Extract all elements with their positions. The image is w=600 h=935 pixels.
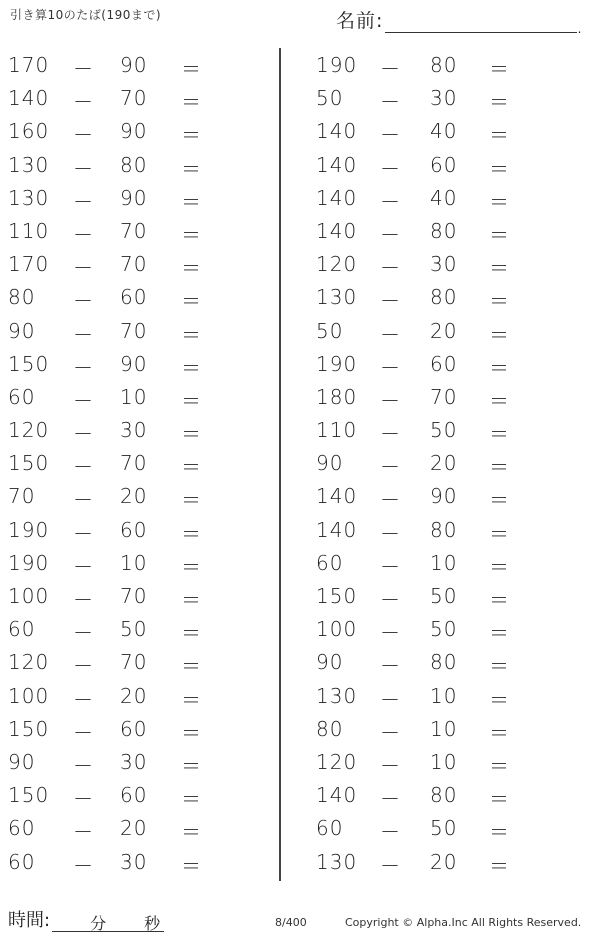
minuend: 50 — [316, 86, 344, 111]
minuend: 190 — [8, 517, 50, 542]
minus-sign: － — [73, 156, 93, 181]
subtrahend: 30 — [430, 252, 458, 277]
minuend: 120 — [8, 650, 50, 675]
minuend: 90 — [316, 451, 344, 476]
problem-row — [308, 247, 588, 280]
subtrahend: 70 — [120, 451, 148, 476]
subtrahend: 20 — [430, 318, 458, 343]
minuend: 60 — [316, 816, 344, 841]
subtrahend: 70 — [120, 650, 148, 675]
minus-sign: － — [380, 654, 400, 679]
minus-sign: － — [73, 289, 93, 314]
subtrahend: 10 — [430, 550, 458, 575]
problem-row — [308, 513, 588, 546]
problem-row — [0, 380, 280, 413]
problem-row — [308, 546, 588, 579]
problem-row — [308, 280, 588, 313]
minus-sign: － — [73, 189, 93, 214]
subtrahend: 90 — [120, 119, 148, 144]
minus-sign: － — [380, 621, 400, 646]
subtrahend: 20 — [430, 451, 458, 476]
minus-sign: － — [380, 322, 400, 347]
equals-sign: ＝ — [489, 322, 509, 347]
subtrahend: 10 — [430, 716, 458, 741]
problem-row — [0, 546, 280, 579]
equals-sign: ＝ — [181, 521, 201, 546]
minus-sign: － — [73, 621, 93, 646]
equals-sign: ＝ — [489, 189, 509, 214]
minus-sign: － — [380, 123, 400, 148]
subtrahend: 30 — [430, 86, 458, 111]
minus-sign: － — [380, 422, 400, 447]
problem-row — [308, 645, 588, 678]
subtrahend: 80 — [430, 218, 458, 243]
problem-row — [0, 811, 280, 844]
name-field-area — [336, 6, 582, 36]
minus-sign: － — [73, 355, 93, 380]
minuend: 100 — [316, 617, 358, 642]
problem-row — [308, 446, 588, 479]
minus-sign: － — [73, 222, 93, 247]
problem-row — [308, 214, 588, 247]
name-line-end-dot: . — [577, 22, 582, 36]
name-input-line[interactable] — [385, 10, 582, 36]
minuend: 110 — [8, 218, 50, 243]
subtrahend: 20 — [120, 683, 148, 708]
minus-sign: － — [380, 853, 400, 878]
subtrahend: 60 — [120, 285, 148, 310]
minuend: 150 — [316, 584, 358, 608]
minus-sign: － — [73, 654, 93, 679]
problem-row — [308, 745, 588, 778]
equals-sign: ＝ — [489, 455, 509, 480]
subtrahend: 10 — [120, 550, 148, 575]
equals-sign: ＝ — [181, 554, 201, 579]
problem-column-left — [0, 48, 280, 878]
minus-sign: － — [380, 554, 400, 579]
minuend: 140 — [316, 783, 358, 808]
subtrahend: 30 — [120, 418, 148, 443]
problem-row — [0, 778, 280, 811]
problem-row — [0, 347, 280, 380]
equals-sign: ＝ — [489, 588, 509, 612]
minuend: 80 — [316, 716, 344, 741]
minuend: 140 — [316, 517, 358, 542]
equals-sign: ＝ — [489, 787, 509, 812]
problem-row — [0, 679, 280, 712]
equals-sign: ＝ — [489, 355, 509, 380]
subtrahend: 50 — [430, 617, 458, 642]
problem-row — [0, 214, 280, 247]
equals-sign: ＝ — [181, 787, 201, 812]
subtrahend: 70 — [120, 218, 148, 243]
equals-sign: ＝ — [181, 156, 201, 181]
minuend: 80 — [8, 285, 36, 310]
problem-row — [0, 314, 280, 347]
subtrahend: 30 — [120, 849, 148, 874]
problem-row — [0, 48, 280, 81]
minutes-label: 分 — [90, 914, 107, 933]
problem-row — [308, 679, 588, 712]
problem-row — [0, 645, 280, 678]
minuend: 150 — [8, 716, 50, 741]
minuend: 130 — [316, 683, 358, 708]
subtrahend: 80 — [430, 517, 458, 542]
minuend: 50 — [316, 318, 344, 343]
equals-sign: ＝ — [181, 687, 201, 712]
minuend: 100 — [8, 584, 50, 608]
equals-sign: ＝ — [489, 853, 509, 878]
minus-sign: － — [73, 753, 93, 778]
problem-row — [308, 380, 588, 413]
minus-sign: － — [73, 554, 93, 579]
subtrahend: 50 — [430, 816, 458, 841]
equals-sign: ＝ — [489, 521, 509, 546]
minus-sign: － — [380, 388, 400, 413]
equals-sign: ＝ — [489, 488, 509, 513]
minuend: 130 — [8, 152, 50, 177]
time-input-line[interactable] — [52, 911, 164, 932]
subtrahend: 60 — [120, 783, 148, 808]
problem-row — [308, 48, 588, 81]
minuend: 150 — [8, 451, 50, 476]
minus-sign: － — [380, 289, 400, 314]
subtrahend: 70 — [120, 252, 148, 277]
minus-sign: － — [380, 687, 400, 712]
equals-sign: ＝ — [181, 621, 201, 646]
subtrahend: 80 — [430, 53, 458, 77]
subtrahend: 90 — [120, 351, 148, 376]
equals-sign: ＝ — [489, 256, 509, 281]
problem-row — [0, 745, 280, 778]
minus-sign: － — [73, 322, 93, 347]
equals-sign: ＝ — [181, 355, 201, 380]
minus-sign: － — [380, 256, 400, 281]
minuend: 170 — [8, 252, 50, 277]
subtrahend: 10 — [430, 683, 458, 708]
equals-sign: ＝ — [489, 720, 509, 745]
equals-sign: ＝ — [489, 422, 509, 447]
problem-column-right — [308, 48, 588, 878]
minuend: 130 — [8, 185, 50, 210]
subtrahend: 40 — [430, 119, 458, 144]
minuend: 120 — [316, 252, 358, 277]
equals-sign: ＝ — [489, 554, 509, 579]
subtrahend: 50 — [430, 418, 458, 443]
equals-sign: ＝ — [489, 57, 509, 81]
subtrahend: 90 — [120, 185, 148, 210]
equals-sign: ＝ — [489, 289, 509, 314]
minus-sign: － — [73, 787, 93, 812]
page-number: 8/400 — [275, 916, 307, 929]
subtrahend: 80 — [430, 285, 458, 310]
minuend: 140 — [8, 86, 50, 111]
minuend: 90 — [316, 650, 344, 675]
problem-row — [308, 845, 588, 878]
subtrahend: 80 — [430, 650, 458, 675]
equals-sign: ＝ — [181, 488, 201, 513]
equals-sign: ＝ — [181, 654, 201, 679]
problem-row — [0, 612, 280, 645]
minus-sign: － — [380, 455, 400, 480]
equals-sign: ＝ — [489, 753, 509, 778]
minuend: 190 — [316, 53, 358, 77]
minuend: 60 — [8, 816, 36, 841]
minuend: 60 — [8, 849, 36, 874]
minus-sign: － — [380, 355, 400, 380]
subtrahend: 70 — [430, 384, 458, 409]
minuend: 120 — [8, 418, 50, 443]
minuend: 130 — [316, 849, 358, 874]
minus-sign: － — [380, 222, 400, 247]
minus-sign: － — [73, 488, 93, 513]
minus-sign: － — [380, 156, 400, 181]
problem-row — [308, 314, 588, 347]
problem-row — [308, 413, 588, 446]
equals-sign: ＝ — [489, 90, 509, 115]
minus-sign: － — [73, 90, 93, 115]
problem-row — [308, 148, 588, 181]
equals-sign: ＝ — [181, 720, 201, 745]
minuend: 60 — [8, 617, 36, 642]
time-field-area — [8, 906, 164, 932]
minus-sign: － — [73, 455, 93, 480]
problem-row — [0, 413, 280, 446]
name-label: 名前: — [336, 10, 384, 32]
equals-sign: ＝ — [181, 422, 201, 447]
seconds-label: 秒 — [144, 914, 161, 933]
problem-row — [308, 347, 588, 380]
minuend: 170 — [8, 53, 50, 77]
equals-sign: ＝ — [489, 820, 509, 845]
minus-sign: － — [380, 521, 400, 546]
problem-row — [0, 148, 280, 181]
equals-sign: ＝ — [489, 388, 509, 413]
minus-sign: － — [73, 123, 93, 148]
minus-sign: － — [380, 57, 400, 81]
subtrahend: 20 — [120, 816, 148, 841]
problem-row — [308, 811, 588, 844]
minus-sign: － — [380, 720, 400, 745]
subtrahend: 60 — [430, 152, 458, 177]
minus-sign: － — [73, 853, 93, 878]
subtrahend: 50 — [120, 617, 148, 642]
subtrahend: 10 — [120, 384, 148, 409]
equals-sign: ＝ — [181, 90, 201, 115]
problem-row — [308, 579, 588, 612]
minuend: 150 — [8, 783, 50, 808]
subtrahend: 70 — [120, 86, 148, 111]
minuend: 90 — [8, 749, 36, 774]
minus-sign: － — [73, 256, 93, 281]
problem-row — [308, 612, 588, 645]
minus-sign: － — [380, 189, 400, 214]
problem-row — [0, 181, 280, 214]
equals-sign: ＝ — [181, 189, 201, 214]
minus-sign: － — [73, 820, 93, 845]
minus-sign: － — [73, 388, 93, 413]
equals-sign: ＝ — [489, 687, 509, 712]
minus-sign: － — [380, 753, 400, 778]
minus-sign: － — [73, 57, 93, 81]
subtrahend: 70 — [120, 584, 148, 608]
problem-row — [0, 247, 280, 280]
minus-sign: － — [73, 521, 93, 546]
minuend: 150 — [8, 351, 50, 376]
problem-row — [0, 845, 280, 878]
minuend: 130 — [316, 285, 358, 310]
problem-row — [308, 81, 588, 114]
subtrahend: 70 — [120, 318, 148, 343]
minuend: 140 — [316, 185, 358, 210]
subtrahend: 10 — [430, 749, 458, 774]
minuend: 140 — [316, 484, 358, 509]
equals-sign: ＝ — [181, 222, 201, 247]
subtrahend: 30 — [120, 749, 148, 774]
subtrahend: 60 — [120, 517, 148, 542]
problem-row — [308, 778, 588, 811]
minuend: 140 — [316, 119, 358, 144]
equals-sign: ＝ — [181, 853, 201, 878]
minus-sign: － — [380, 90, 400, 115]
minuend: 190 — [8, 550, 50, 575]
subtrahend: 60 — [120, 716, 148, 741]
equals-sign: ＝ — [181, 322, 201, 347]
minuend: 190 — [316, 351, 358, 376]
minuend: 60 — [8, 384, 36, 409]
time-label: 時間: — [8, 910, 51, 931]
subtrahend: 90 — [120, 53, 148, 77]
problem-row — [0, 114, 280, 147]
equals-sign: ＝ — [181, 455, 201, 480]
equals-sign: ＝ — [181, 753, 201, 778]
minuend: 120 — [316, 749, 358, 774]
problem-row — [308, 712, 588, 745]
problem-row — [308, 181, 588, 214]
subtrahend: 80 — [120, 152, 148, 177]
subtrahend: 90 — [430, 484, 458, 509]
minus-sign: － — [380, 787, 400, 812]
equals-sign: ＝ — [181, 388, 201, 413]
problem-row — [0, 479, 280, 512]
subtrahend: 20 — [430, 849, 458, 874]
subtrahend: 80 — [430, 783, 458, 808]
problem-row — [308, 114, 588, 147]
minus-sign: － — [73, 422, 93, 447]
equals-sign: ＝ — [489, 156, 509, 181]
subtrahend: 40 — [430, 185, 458, 210]
equals-sign: ＝ — [489, 621, 509, 646]
minus-sign: － — [73, 588, 93, 612]
minuend: 100 — [8, 683, 50, 708]
problem-row — [0, 712, 280, 745]
minuend: 110 — [316, 418, 358, 443]
subtrahend: 20 — [120, 484, 148, 509]
minuend: 180 — [316, 384, 358, 409]
subtrahend: 60 — [430, 351, 458, 376]
problem-row — [0, 513, 280, 546]
minus-sign: － — [73, 687, 93, 712]
minus-sign: － — [380, 820, 400, 845]
problem-row — [308, 479, 588, 512]
worksheet-title: 引き算10のたば(190まで) — [10, 8, 162, 22]
minus-sign: － — [380, 488, 400, 513]
equals-sign: ＝ — [489, 123, 509, 148]
minuend: 60 — [316, 550, 344, 575]
equals-sign: ＝ — [181, 289, 201, 314]
problem-row — [0, 280, 280, 313]
minus-sign: － — [380, 588, 400, 612]
equals-sign: ＝ — [489, 654, 509, 679]
minuend: 140 — [316, 152, 358, 177]
subtrahend: 50 — [430, 584, 458, 608]
equals-sign: ＝ — [181, 123, 201, 148]
equals-sign: ＝ — [181, 588, 201, 612]
minuend: 90 — [8, 318, 36, 343]
problem-row — [0, 81, 280, 114]
problem-row — [0, 579, 280, 612]
equals-sign: ＝ — [181, 820, 201, 845]
copyright-notice: Copyright © Alpha.Inc All Rights Reserved. — [345, 916, 582, 929]
equals-sign: ＝ — [489, 222, 509, 247]
equals-sign: ＝ — [181, 57, 201, 81]
equals-sign: ＝ — [181, 256, 201, 281]
minuend: 70 — [8, 484, 36, 509]
minus-sign: － — [73, 720, 93, 745]
minuend: 140 — [316, 218, 358, 243]
problem-row — [0, 446, 280, 479]
minuend: 160 — [8, 119, 50, 144]
